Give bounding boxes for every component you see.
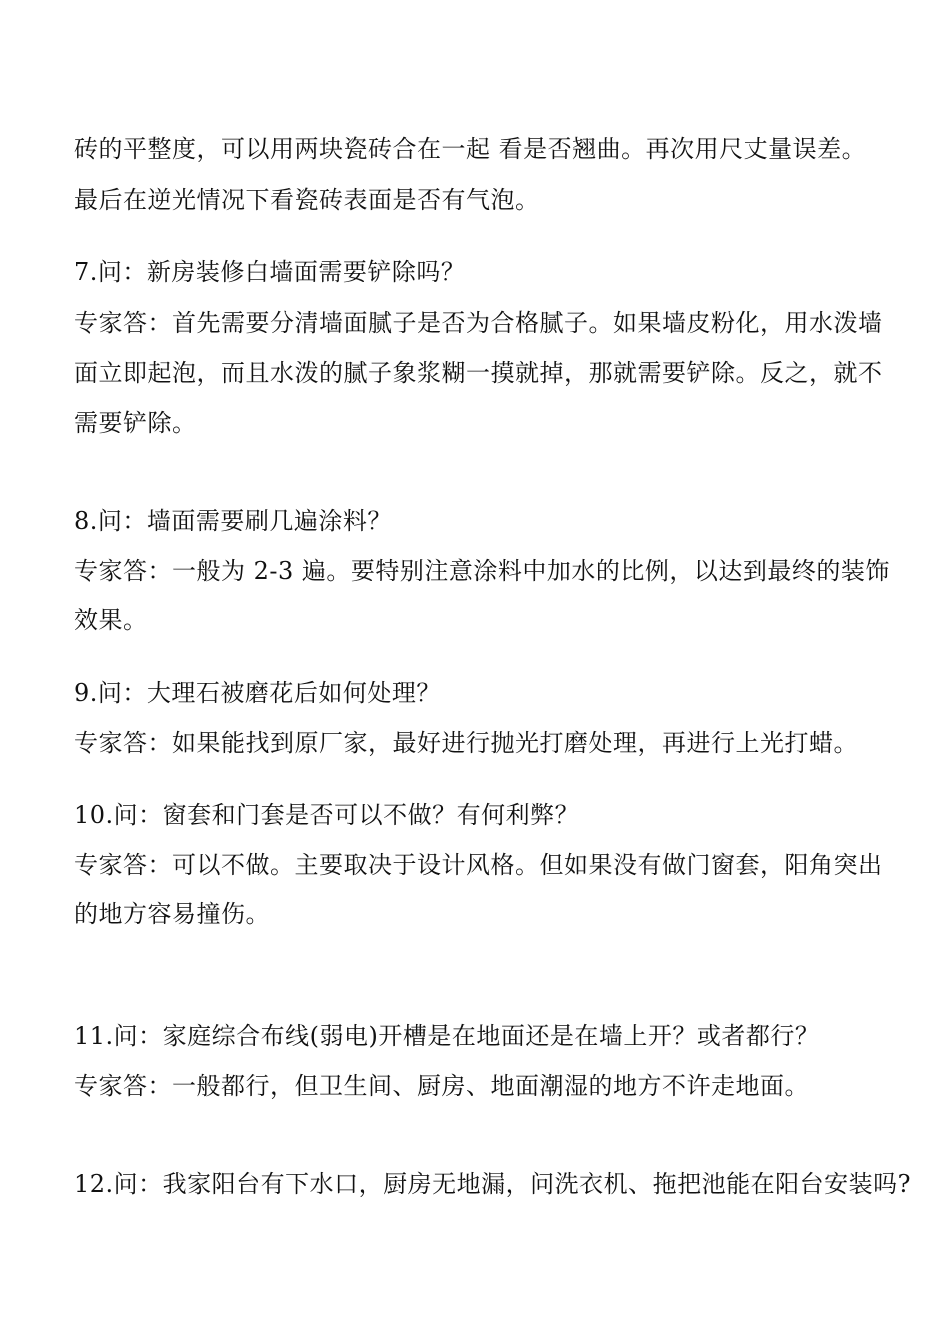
q11-answer-line-1: 专家答：一般都行，但卫生间、厨房、地面潮湿的地方不许走地面。	[74, 1072, 809, 1100]
q10-question: 10.问：窗套和门套是否可以不做？有何利弊？	[74, 801, 580, 829]
q10-answer-line-2: 的地方容易撞伤。	[74, 900, 270, 928]
q7-question: 7.问：新房装修白墙面需要铲除吗？	[74, 258, 466, 286]
q8-answer-line-2: 效果。	[74, 606, 148, 634]
q8-answer-line-1: 专家答：一般为 2-3 遍。要特别注意涂料中加水的比例，以达到最终的装饰	[74, 557, 890, 585]
q7-answer-line-3: 需要铲除。	[74, 409, 197, 437]
q7-answer-line-1: 专家答：首先需要分清墙面腻子是否为合格腻子。如果墙皮粉化，用水泼墙	[74, 309, 883, 337]
q7-answer-line-2: 面立即起泡，而且水泼的腻子象浆糊一摸就掉，那就需要铲除。反之，就不	[74, 359, 883, 387]
intro-line-2: 最后在逆光情况下看瓷砖表面是否有气泡。	[74, 186, 540, 214]
q10-answer-line-1: 专家答：可以不做。主要取决于设计风格。但如果没有做门窗套，阳角突出	[74, 851, 883, 879]
q8-question: 8.问：墙面需要刷几遍涂料？	[74, 507, 392, 535]
intro-line-1: 砖的平整度，可以用两块瓷砖合在一起 看是否翘曲。再次用尺丈量误差。	[74, 135, 867, 163]
q11-question: 11.问：家庭综合布线(弱电)开槽是在地面还是在墙上开？或者都行？	[74, 1022, 820, 1050]
q9-question: 9.问：大理石被磨花后如何处理？	[74, 679, 441, 707]
q12-question: 12.问：我家阳台有下水口，厨房无地漏，问洗衣机、拖把池能在阳台安装吗?	[74, 1170, 912, 1198]
q9-answer-line-1: 专家答：如果能找到原厂家，最好进行抛光打磨处理，再进行上光打蜡。	[74, 729, 858, 757]
